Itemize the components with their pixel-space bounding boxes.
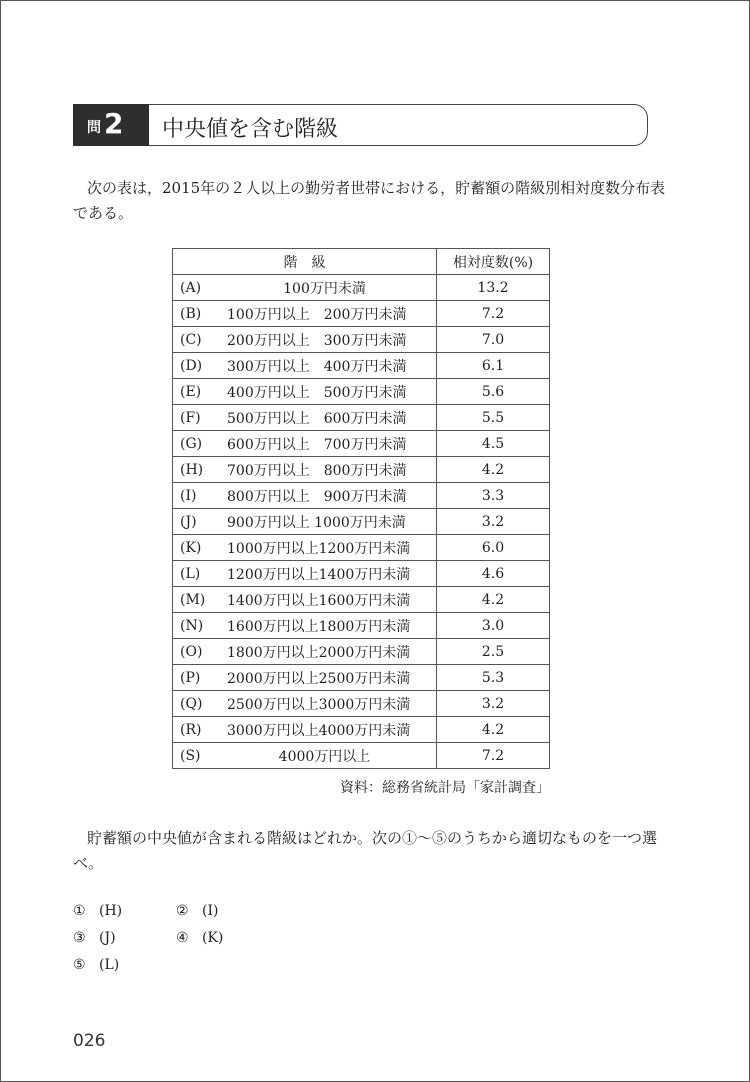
class-cell-content (173, 535, 436, 560)
class-cell (173, 717, 437, 743)
table-row (173, 561, 550, 587)
class-range: 4000万円以上 (278, 748, 371, 765)
table-row (173, 457, 550, 483)
table-row (173, 405, 550, 431)
class-cell (173, 535, 437, 561)
table-row (173, 639, 550, 665)
class-range: 100万円以上 200万円未満 (227, 306, 407, 323)
class-cell-content (173, 301, 436, 326)
choice-number: ① (73, 903, 86, 919)
question-title: 中央値を含む階級 (162, 117, 339, 142)
class-cell (173, 639, 437, 665)
class-cell (173, 561, 437, 587)
relative-frequency-cell: 6.0 (437, 535, 550, 561)
class-label: (K) (180, 539, 202, 556)
class-label: (I) (180, 487, 197, 504)
class-cell (173, 431, 437, 457)
choice-text: (J) (99, 930, 116, 946)
class-range: 900万円以上 1000万円未満 (227, 514, 406, 531)
relative-frequency-cell: 4.5 (437, 431, 550, 457)
question-header (73, 104, 650, 146)
table-body (173, 275, 550, 769)
class-cell (173, 509, 437, 535)
class-cell-content (173, 405, 436, 430)
table-row (173, 691, 550, 717)
class-range: 3000万円以上4000万円未満 (227, 722, 411, 739)
relative-frequency-cell: 4.2 (437, 457, 550, 483)
choice-text: (H) (99, 903, 123, 919)
class-cell-content (173, 457, 436, 482)
class-label: (G) (180, 435, 203, 452)
class-range: 400万円以上 500万円未満 (227, 384, 407, 401)
table-row (173, 327, 550, 353)
intro-text: 次の表は，2015年の２人以上の勤労者世帯における，貯蓄額の階級別相対度数分布表である。 (73, 179, 666, 222)
table-row (173, 743, 550, 769)
class-cell-content (173, 639, 436, 664)
table-row (173, 483, 550, 509)
class-range: 1600万円以上1800万円未満 (227, 618, 411, 635)
class-cell (173, 275, 437, 301)
class-label: (N) (180, 617, 204, 634)
relative-frequency-cell: 4.6 (437, 561, 550, 587)
relative-frequency-cell: 7.2 (437, 301, 550, 327)
relative-frequency-cell: 7.2 (437, 743, 550, 769)
class-range: 800万円以上 900万円未満 (227, 488, 407, 505)
class-cell-content (173, 275, 436, 300)
class-label: (B) (180, 305, 202, 322)
class-range: 100万円未満 (283, 280, 366, 297)
choice-number: ③ (73, 930, 86, 946)
class-range: 1000万円以上1200万円未満 (227, 540, 411, 557)
relative-frequency-cell: 2.5 (437, 639, 550, 665)
table-row (173, 379, 550, 405)
relative-frequency-cell: 5.6 (437, 379, 550, 405)
question-word: 問 (87, 120, 101, 136)
relative-frequency-cell: 3.2 (437, 691, 550, 717)
class-label: (H) (180, 461, 204, 478)
class-label: (R) (180, 721, 202, 738)
choice-5[interactable] (73, 957, 119, 973)
class-cell-content (173, 717, 436, 742)
class-label: (P) (180, 669, 201, 686)
class-cell (173, 587, 437, 613)
class-label: (J) (180, 513, 197, 530)
class-cell-content (173, 353, 436, 378)
relative-frequency-cell: 7.0 (437, 327, 550, 353)
class-label: (S) (180, 747, 201, 764)
class-cell (173, 665, 437, 691)
class-cell-content (173, 379, 436, 404)
choice-number: ⑤ (73, 957, 86, 973)
page-number: 026 (73, 1031, 106, 1051)
class-range: 1200万円以上1400万円未満 (227, 566, 411, 583)
table-row (173, 613, 550, 639)
class-cell-content (173, 613, 436, 638)
class-label: (E) (180, 383, 202, 400)
choice-text: (K) (202, 930, 224, 946)
class-cell-content (173, 483, 436, 508)
class-cell (173, 613, 437, 639)
question-text: 貯蓄額の中央値が含まれる階級はどれか。次の①～⑤のうちから適切なものを一つ選べ。 (73, 829, 658, 872)
class-cell-content (173, 587, 436, 612)
class-cell-content (173, 327, 436, 352)
choice-number: ④ (176, 930, 189, 946)
class-range: 1400万円以上1600万円未満 (227, 592, 411, 609)
table-row (173, 665, 550, 691)
table-row (173, 301, 550, 327)
class-label: (D) (180, 357, 203, 374)
relative-frequency-cell: 5.5 (437, 405, 550, 431)
table-row (173, 535, 550, 561)
class-cell (173, 327, 437, 353)
relative-frequency-cell: 4.2 (437, 587, 550, 613)
table-header-row (173, 249, 550, 275)
class-label: (O) (180, 643, 203, 660)
relative-frequency-cell: 3.2 (437, 509, 550, 535)
class-label: (C) (180, 331, 202, 348)
class-label: (A) (180, 279, 202, 296)
question-number: 2 (104, 107, 124, 140)
class-range: 2500万円以上3000万円未満 (227, 696, 411, 713)
question-title-box (149, 104, 648, 146)
relative-frequency-cell: 5.3 (437, 665, 550, 691)
class-cell-content (173, 691, 436, 716)
class-cell-content (173, 431, 436, 456)
class-label: (F) (180, 409, 201, 426)
table-row (173, 509, 550, 535)
relative-frequency-cell: 13.2 (437, 275, 550, 301)
relative-frequency-cell: 6.1 (437, 353, 550, 379)
table-row (173, 353, 550, 379)
class-cell (173, 691, 437, 717)
choice-text: (L) (99, 957, 120, 973)
class-label: (L) (180, 565, 201, 582)
relative-frequency-cell: 4.2 (437, 717, 550, 743)
class-label: (Q) (180, 695, 203, 712)
class-cell-content (173, 665, 436, 690)
choice-text: (I) (202, 903, 219, 919)
class-range: 600万円以上 700万円未満 (227, 436, 407, 453)
class-cell-content (173, 509, 436, 534)
relative-frequency-cell: 3.3 (437, 483, 550, 509)
class-range: 2000万円以上2500万円未満 (227, 670, 411, 687)
class-range: 200万円以上 300万円未満 (227, 332, 407, 349)
frequency-table (172, 248, 550, 769)
table-row (173, 275, 550, 301)
class-label: (M) (180, 591, 206, 608)
table-row (173, 587, 550, 613)
class-cell-content (173, 561, 436, 586)
choice-4[interactable] (176, 930, 223, 946)
class-range: 1800万円以上2000万円未満 (227, 644, 411, 661)
class-cell (173, 379, 437, 405)
choice-3[interactable] (73, 930, 116, 946)
class-cell (173, 301, 437, 327)
class-cell-content (173, 743, 436, 768)
choice-number: ② (176, 903, 189, 919)
class-range: 700万円以上 800万円未満 (227, 462, 407, 479)
class-range: 500万円以上 600万円未満 (227, 410, 407, 427)
table-row (173, 431, 550, 457)
question-number-badge (73, 104, 149, 146)
class-cell (173, 405, 437, 431)
header-class: 階 級 (173, 249, 437, 275)
class-cell (173, 353, 437, 379)
class-range: 300万円以上 400万円未満 (227, 358, 407, 375)
class-cell (173, 743, 437, 769)
relative-frequency-cell: 3.0 (437, 613, 550, 639)
table-row (173, 717, 550, 743)
class-cell (173, 483, 437, 509)
class-cell (173, 457, 437, 483)
source-note: 資料：総務省統計局「家計調査」 (340, 780, 550, 796)
choice-2[interactable] (176, 903, 218, 919)
choice-1[interactable] (73, 903, 122, 919)
header-relative-frequency: 相対度数(%) (437, 249, 550, 275)
